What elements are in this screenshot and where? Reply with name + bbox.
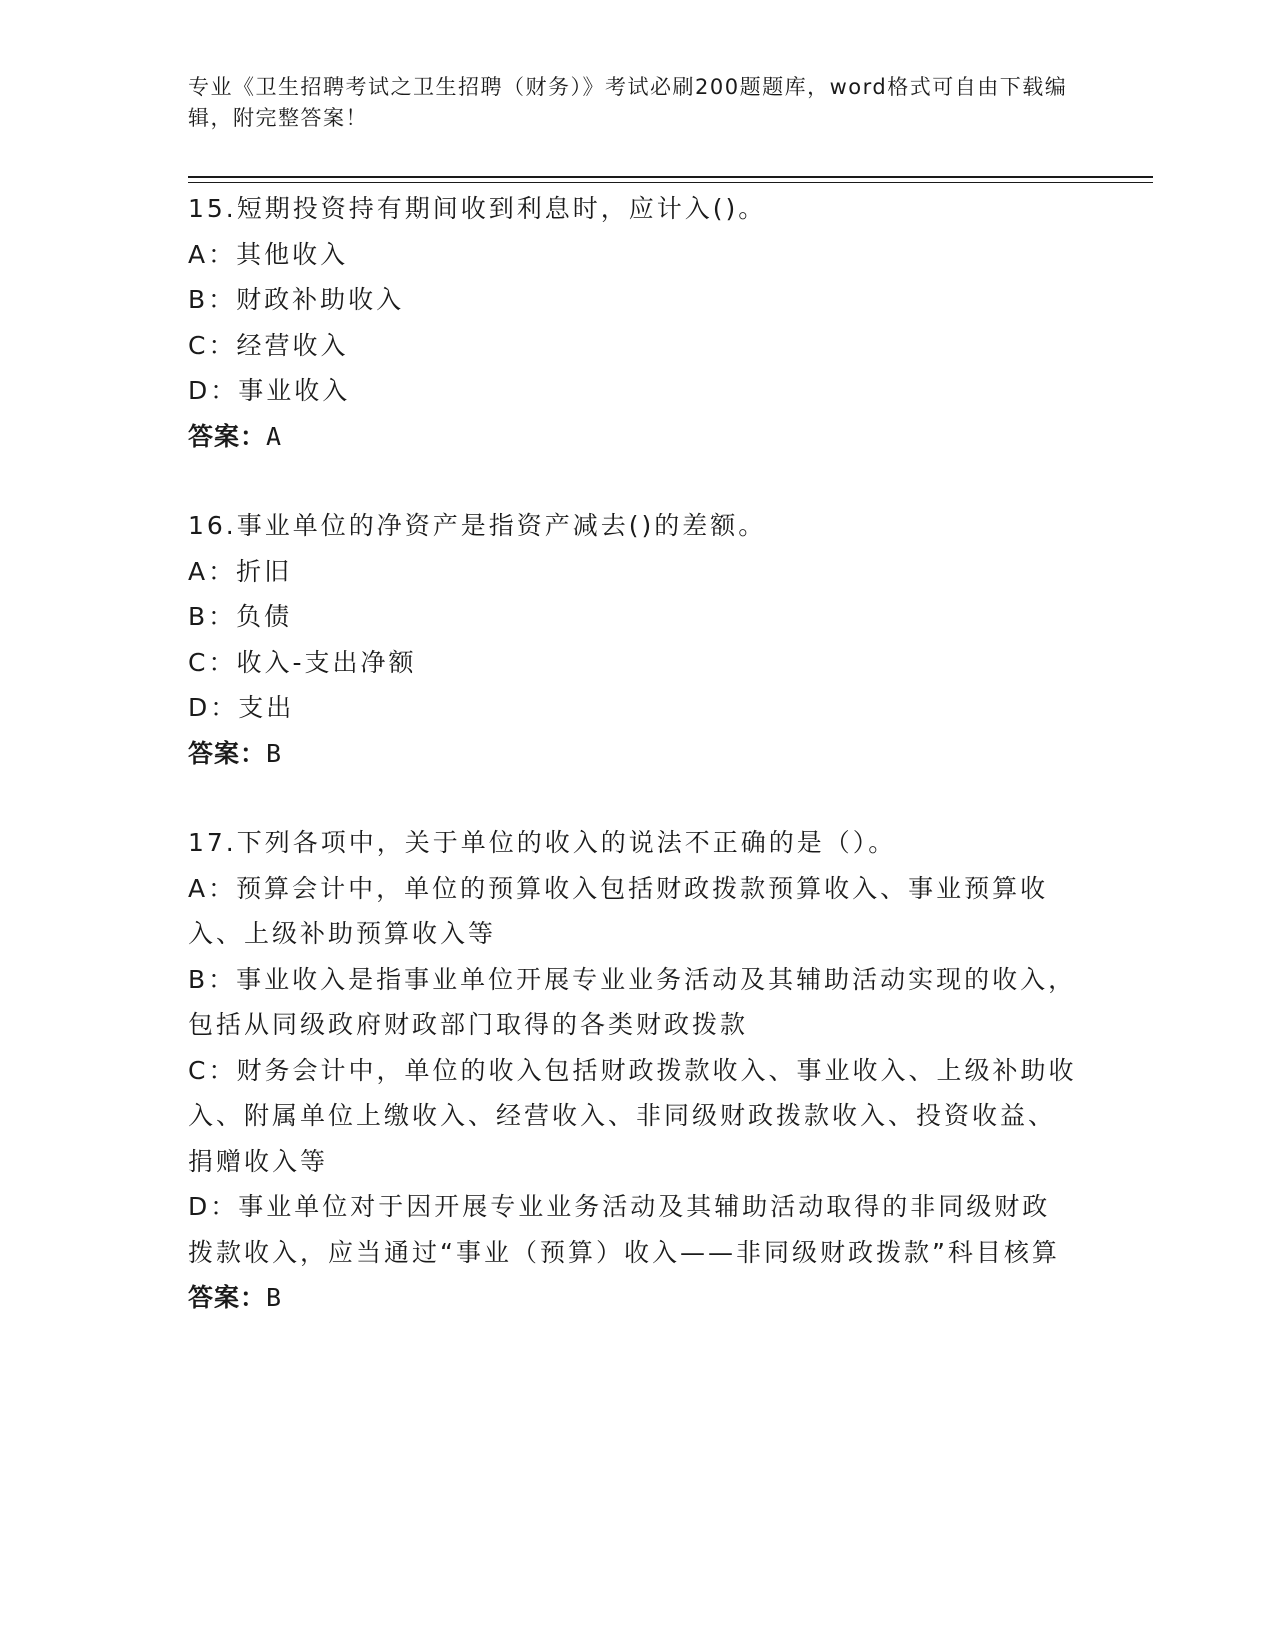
answer-label: 答案： — [188, 1283, 267, 1312]
option-a: A：预算会计中，单位的预算收入包括财政拨款预算收入、事业预算收入、上级补助预算收入等 — [188, 873, 1049, 948]
question-stem: 15.短期投资持有期间收到利息时，应计入()。 — [188, 194, 767, 223]
option-d: D：支出 — [188, 693, 295, 722]
option-c: C：收入-支出净额 — [188, 647, 417, 677]
header-divider-thick — [188, 176, 1153, 178]
option-b: B：财政补助收入 — [188, 285, 405, 314]
question-17 — [188, 820, 1078, 1321]
option-a: A：折旧 — [188, 556, 293, 586]
question-stem: 16.事业单位的净资产是指资产减去()的差额。 — [188, 511, 767, 540]
answer-label: 答案： — [188, 738, 267, 768]
option-c: C：财务会计中，单位的收入包括财政拨款收入、事业收入、上级补助收入、附属单位上缴收入、经营收入、非同级财政拨款收入、投资收益、捐赠收入等 — [188, 1055, 1077, 1176]
answer-line — [188, 1275, 1078, 1321]
option-d: D：事业单位对于因开展专业业务活动及其辅助活动取得的非同级财政拨款收入，应当通过“事业（预算）收入——非同级财政拨款”科目核算 — [188, 1192, 1060, 1267]
answer-value: B — [266, 738, 283, 768]
option-b: B：事业收入是指事业单位开展专业业务活动及其辅助活动实现的收入，包括从同级政府财政部门取得的各类财政拨款 — [188, 964, 1077, 1039]
answer-line — [188, 731, 1078, 777]
question-list — [188, 186, 1078, 1365]
answer-value: B — [266, 1283, 283, 1312]
answer-line — [188, 414, 1078, 460]
option-d: D：事业收入 — [188, 376, 351, 405]
question-16 — [188, 503, 1078, 776]
option-b: B：负债 — [188, 602, 293, 631]
document-header: 专业《卫生招聘考试之卫生招聘（财务）》考试必刷200题题库，word格式可自由下载编辑，附完整答案！ — [188, 75, 1068, 130]
option-c: C：经营收入 — [188, 330, 349, 360]
answer-value: A — [266, 421, 283, 451]
question-15 — [188, 186, 1078, 459]
question-stem: 17.下列各项中，关于单位的收入的说法不正确的是（）。 — [188, 828, 897, 857]
option-a: A：其他收入 — [188, 239, 349, 269]
answer-label: 答案： — [188, 421, 267, 451]
header-divider-thin — [188, 182, 1153, 183]
